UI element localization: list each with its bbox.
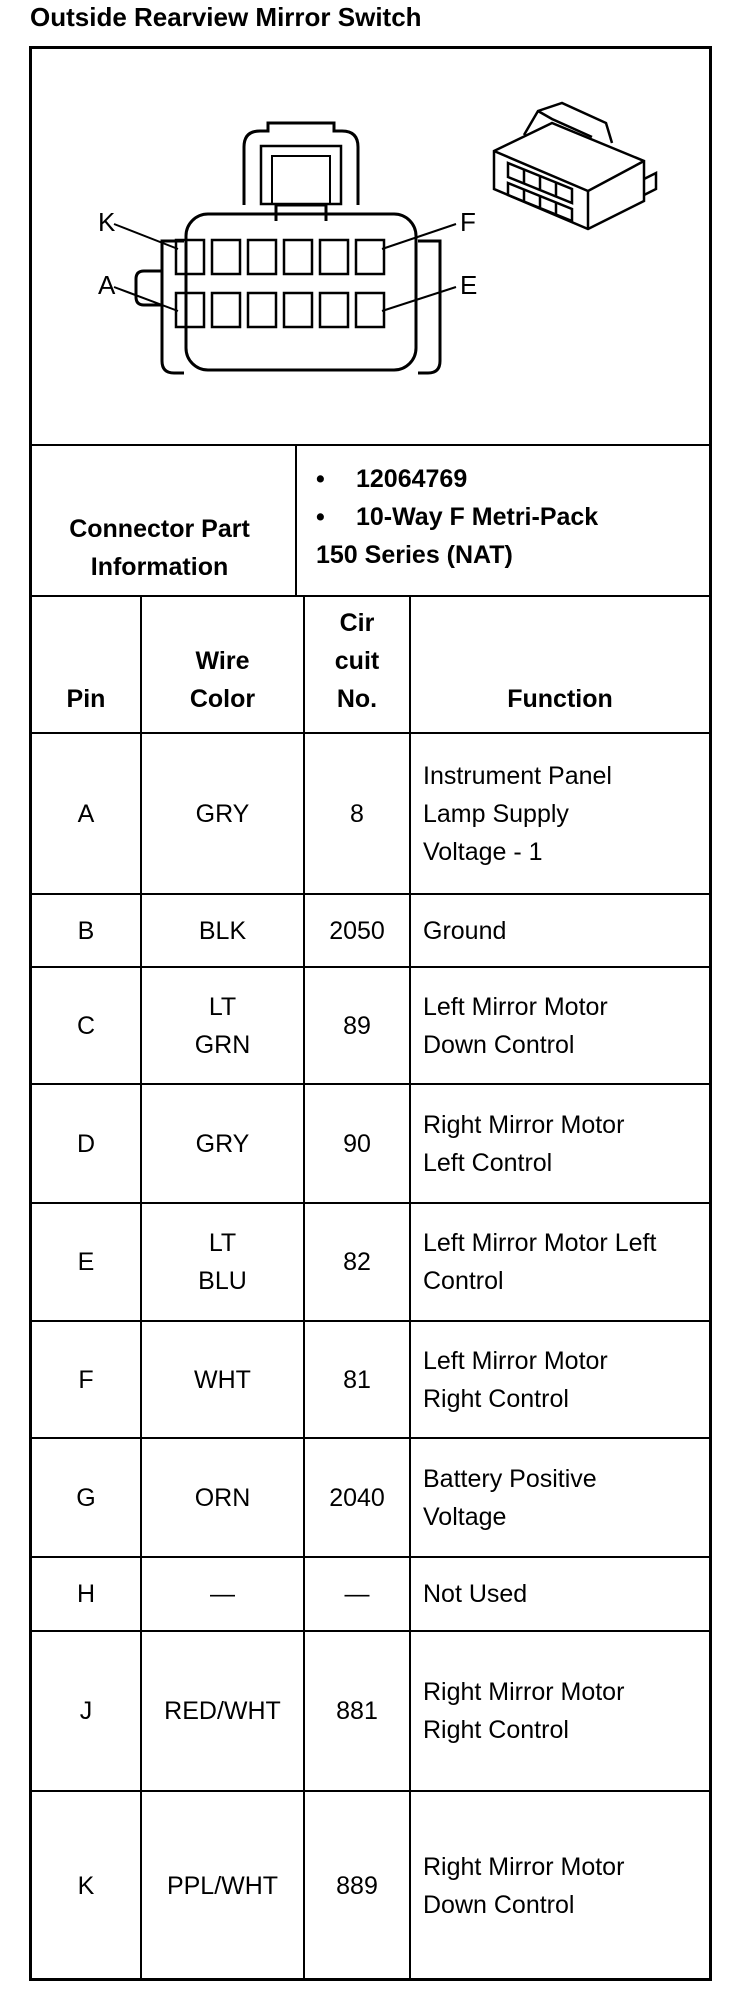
cell-wire-color: LT GRN — [194, 992, 251, 1059]
cell-function: Ground — [423, 916, 507, 945]
page-title: Outside Rearview Mirror Switch — [30, 2, 422, 32]
cell-function: Right Mirror Motor Right Control — [423, 1678, 625, 1744]
cell-circuit: 2040 — [329, 1483, 385, 1512]
cell-circuit: 8 — [350, 799, 364, 828]
cell-function: Left Mirror Motor Left Control — [423, 1229, 657, 1295]
connector-isometric-view — [494, 103, 656, 229]
cell-circuit: 82 — [343, 1248, 371, 1276]
cell-pin: A — [77, 799, 95, 828]
connector-part-number: • 12064769 — [316, 465, 468, 493]
cell-function: Instrument Panel Lamp Supply Voltage - 1 — [423, 761, 612, 866]
connector-type: • 10-Way F Metri-Pack — [316, 503, 599, 531]
cell-pin: D — [76, 1129, 96, 1158]
cell-pin: C — [76, 1011, 96, 1040]
header-pin: Pin — [66, 685, 106, 713]
cell-wire-color: BLK — [198, 916, 247, 945]
connector-face-view — [114, 123, 456, 373]
cell-circuit: 2050 — [329, 916, 385, 945]
cell-pin: E — [77, 1248, 95, 1276]
pin-label-f: F — [460, 207, 476, 237]
header-function: Function — [507, 685, 613, 713]
cell-function: Battery Positive Voltage — [423, 1464, 597, 1531]
header-circuit-no: Cir cuit No. — [334, 609, 380, 713]
header-wire-color: Wire Color — [189, 647, 256, 713]
cell-wire-color: — — [210, 1580, 235, 1608]
cell-wire-color: LT BLU — [198, 1229, 247, 1295]
pin-label-k: K — [98, 207, 116, 237]
connector-part-info-label: Connector Part Information — [69, 515, 250, 581]
cell-function: Left Mirror Motor Down Control — [423, 992, 608, 1059]
cell-circuit: 889 — [336, 1871, 378, 1900]
cell-wire-color: WHT — [194, 1365, 251, 1394]
cell-function: Right Mirror Motor Left Control — [423, 1110, 625, 1177]
cell-wire-color: ORN — [194, 1483, 251, 1512]
cell-wire-color: GRY — [195, 799, 250, 828]
pin-label-e: E — [460, 270, 478, 300]
cell-function: Left Mirror Motor Right Control — [423, 1346, 608, 1413]
cell-pin: K — [77, 1871, 95, 1900]
cell-circuit: 881 — [336, 1697, 378, 1725]
cell-pin: H — [76, 1580, 96, 1608]
cell-wire-color: RED/WHT — [164, 1697, 281, 1725]
cell-pin: F — [78, 1365, 94, 1394]
cell-function: Not Used — [423, 1580, 528, 1608]
cell-circuit: 81 — [343, 1365, 371, 1394]
connector-diagram — [32, 49, 709, 447]
cell-wire-color: PPL/WHT — [166, 1871, 279, 1900]
cell-circuit: 90 — [343, 1129, 371, 1158]
pin-label-a: A — [98, 270, 116, 300]
cell-function: Right Mirror Motor Down Control — [423, 1852, 625, 1919]
cell-pin: G — [76, 1483, 96, 1512]
cell-pin: J — [79, 1697, 93, 1725]
connector-part-info-list — [316, 460, 706, 574]
connector-series: 150 Series (NAT) — [316, 541, 513, 569]
cell-wire-color: GRY — [195, 1129, 250, 1158]
cell-circuit: 89 — [343, 1011, 371, 1040]
cell-circuit: — — [344, 1580, 370, 1608]
cell-pin: B — [77, 916, 95, 945]
